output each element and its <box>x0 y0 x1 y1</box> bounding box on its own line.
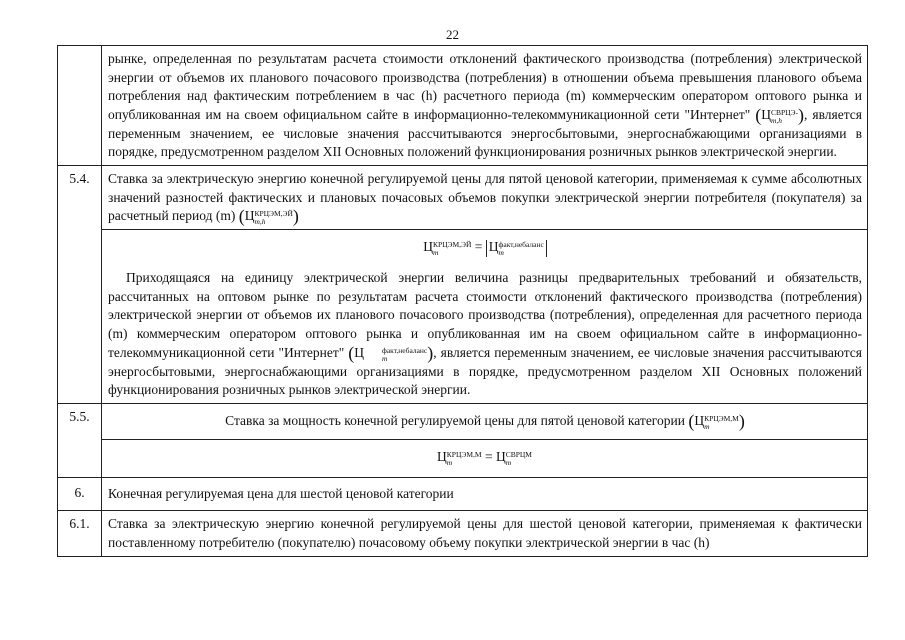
formula-rhs-symbol: Ц <box>495 448 506 464</box>
tariff-table <box>57 45 868 557</box>
row-5-5-text: Ставка за мощность конечной регулируемой цены для пятой ценовой категории <box>225 412 685 428</box>
formula-lhs-sup: КРЦЭМ,ЭЙ <box>432 240 472 250</box>
symbol-superscript: СВРЦЭ- <box>770 107 799 117</box>
intro-text-part1: рынке, определенная по результатам расчета стоимости отклонений фактического производства (потребления) электрической энергии от объемов их планового почасового производства (потребления) в отношении объема превышения планового объема потребления над фактическим потреблением в час (h) расчетного периода (m) коммерческим оператором оптового рынка и опубликованная им на своем официальном сайте в информационно-телекоммуникационной сети "Интернет" <box>108 51 862 122</box>
table-row-5-4-formula <box>58 230 868 404</box>
formula-lhs-sub: m <box>446 457 453 467</box>
row-text: рынке, определенная по результатам расчета стоимости отклонений фактического производства (потребления) электрической энергии от объемов их планового почасового производства (потребления) в отношении объема превышения планового объема потребления над фактическим потреблением в час (h) расчетного периода (m) коммерческим оператором оптового рынка и опубликованная им на своем официальном сайте в информационно-телекоммуникационной сети "Интернет" (Ц СВРЦЭ- m,h ), является переменным значением, ее числовые значения рассчитываются энергосбытовыми, энергоснабжающими организациями в порядке, предусмотренном разделом XII Основных положений функционирования розничных рынков электрической энергии. <box>102 46 868 166</box>
table-row-6 <box>58 477 868 511</box>
row-5-4-text: Ставка за электрическую энергию конечной регулируемой цены для пятой ценовой категории, применяемая к сумме абсолютных значений разностей фактических и плановых почасовых объемов покупки электрической энергии потребителя (покупателя) за расчетный период (m) <box>108 170 862 224</box>
row-5-4-description: Приходящаяся на единицу электрической энергии величина разницы предварительных требований и обязательств, рассчитанных на оптовом рынке по результатам расчета стоимости отклонений фактического производства (потребления) электрической энергии от объемов их планового почасового производства (потребления), определенная для расчетного периода (m) коммерческим оператором оптового рынка и опубликованная им на своем официальном сайте в информационно-телекоммуникационной сети "Интернет" (Ц факт,небаланс m ), является переменным значением, ее числовые значения рассчитываются энергосбытовыми, энергоснабжающими организациями в порядке, предусмотренном разделом XII Основных положений функционирования розничных рынков электрической энергии. <box>108 270 862 398</box>
table-row-5-5 <box>58 403 868 439</box>
formula-rhs-sub: m <box>505 457 512 467</box>
row-text <box>102 230 868 404</box>
table-row-5-5-formula <box>58 439 868 477</box>
page-number: 22 <box>446 27 459 42</box>
row-number: 6. <box>58 477 102 511</box>
row-5-4-description-part2: , является переменным значением, ее числовые значения рассчитываются энергосбытовыми, энергоснабжающими организациями в порядке, предусмотренном разделом XII Основных положений функционирования розничных рынков электрической энергии. <box>108 344 862 398</box>
symbol-subscript: m,h <box>254 217 266 227</box>
formula-rhs-symbol: Ц <box>488 239 499 255</box>
row-number: 6.1. <box>58 511 102 556</box>
row-text: Ставка за электрическую энергию конечной регулируемой цены для шестой ценовой категории, применяемая к фактически поставленному потребителю (покупателю) почасовому объему покупки электрической энергии в час (h) <box>102 511 868 556</box>
formula-5-4 <box>108 234 862 269</box>
formula-5-5 <box>102 439 868 477</box>
formula-rhs-sub: m <box>498 248 504 258</box>
row-number: 5.4. <box>58 165 102 403</box>
symbol-subscript: m <box>704 421 710 431</box>
symbol-superscript: КРЦЭМ,М <box>704 413 739 423</box>
table-row-5-4 <box>58 165 868 229</box>
formula-lhs-sub: m <box>432 248 439 258</box>
formula-rhs-sup: факт,небаланс <box>498 240 544 250</box>
table-row-6-1 <box>58 511 868 556</box>
intro-text-part2: , является переменным значением, ее числовые значения рассчитываются энергосбытовыми, энергоснабжающими организациями в порядке, предусмотренном разделом XII Основных положений функционирования розничных рынков электрической энергии. <box>108 106 862 160</box>
row-number <box>58 46 102 166</box>
price-symbol: Ц <box>244 208 255 224</box>
absolute-value-bars <box>486 240 547 257</box>
symbol-superscript: факт,небаланс <box>381 345 428 355</box>
price-symbol: Ц <box>354 344 364 360</box>
formula-equals: = <box>474 239 483 255</box>
price-symbol: Ц <box>761 106 771 122</box>
row-text: Ставка за мощность конечной регулируемой цены для пятой ценовой категории (Ц КРЦЭМ,М m ) <box>102 403 868 439</box>
row-text: Ставка за электрическую энергию конечной регулируемой цены для пятой ценовой категории, применяемая к сумме абсолютных значений разностей фактических и плановых почасовых объемов покупки электрической энергии потребителя (покупателя) за расчетный период (m) (Ц КРЦЭМ,ЭЙ m,h ) <box>102 165 868 229</box>
row-number: 5.5. <box>58 403 102 477</box>
symbol-subscript: m <box>381 353 388 363</box>
formula-lhs-symbol: Ц <box>437 448 447 464</box>
symbol-subscript: m,h <box>770 115 783 125</box>
table-row-intro <box>58 46 868 166</box>
row-text: Конечная регулируемая цена для шестой ценовой категории <box>102 477 868 511</box>
formula-equals: = <box>484 448 493 464</box>
row-5-4-description-part1: Приходящаяся на единицу электрической энергии величина разницы предварительных требований и обязательств, рассчитанных на оптовом рынке по результатам расчета стоимости отклонений фактического производства (потребления) электрической энергии от объемов их планового почасового производства (потребления), определенная для расчетного периода (m) коммерческим оператором оптового рынка и опубликованная им на своем официальном сайте в информационно-телекоммуникационной сети "Интернет" <box>108 270 862 360</box>
price-symbol: Ц <box>694 412 705 428</box>
symbol-superscript: КРЦЭМ,ЭЙ <box>254 209 293 219</box>
formula-rhs-sup: СВРЦМ <box>505 449 532 459</box>
formula-lhs-sup: КРЦЭМ,М <box>446 449 482 459</box>
formula-lhs-symbol: Ц <box>423 239 433 255</box>
